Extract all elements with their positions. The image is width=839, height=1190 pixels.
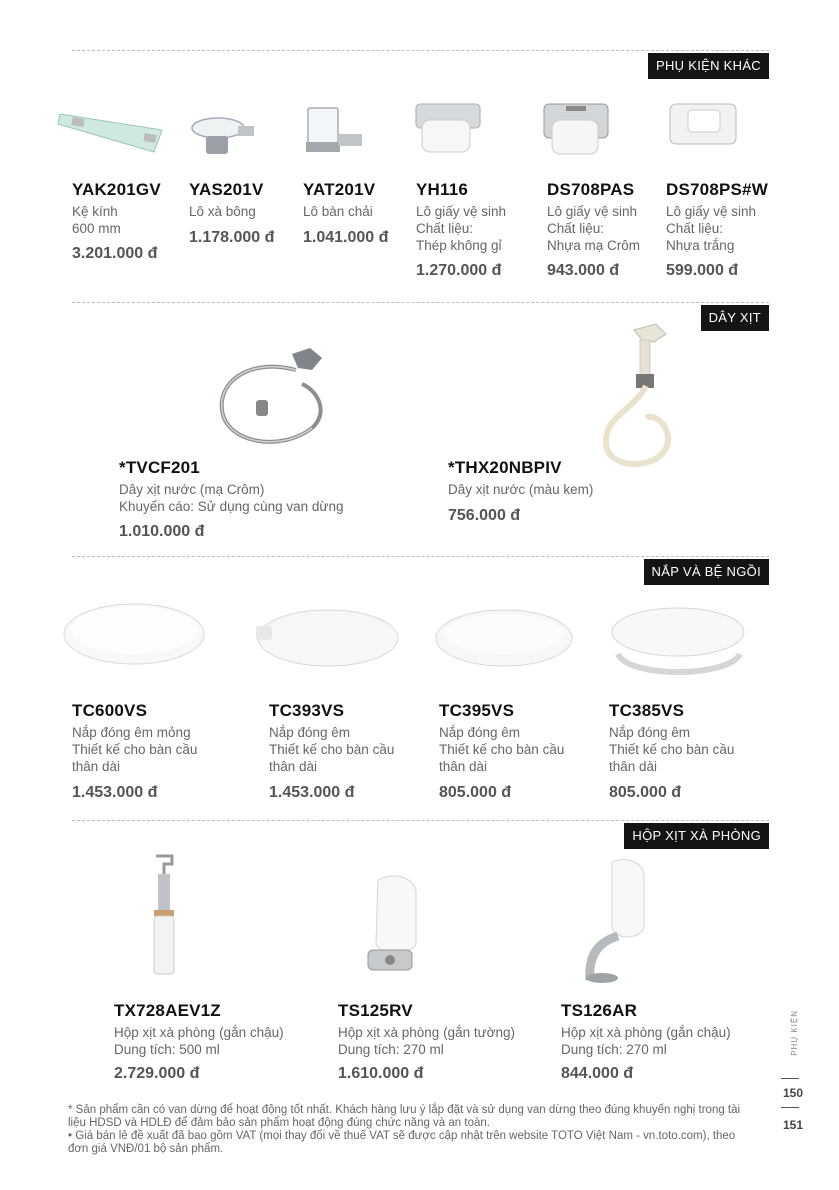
product-code: YAK201GV [72, 180, 161, 199]
paper-holder-yh116-image [412, 100, 484, 156]
soap-dispenser-tx728aev1z-image [142, 852, 186, 980]
product-price: 1.453.000 đ [72, 784, 158, 801]
product-price: 943.000 đ [547, 262, 620, 279]
product-desc: Hộp xịt xà phòng (gắn tường) Dung tích: 270 ml [338, 1025, 515, 1057]
product-code: TC600VS [72, 701, 148, 720]
product-desc: Hộp xịt xà phòng (gắn chậu) Dung tích: 270 ml [561, 1025, 731, 1057]
product-desc: Kệ kính 600 mm [72, 204, 121, 236]
product-price: 1.010.000 đ [119, 523, 205, 540]
soap-dish-image [188, 110, 258, 160]
product-code: DS708PS#W [666, 180, 768, 199]
product-code: *THX20NBPIV [448, 458, 562, 477]
product-desc: Dây xịt nước (mạ Crôm) Khuyến cáo: Sử dụng cùng van dừng [119, 482, 344, 514]
product-price: 1.270.000 đ [416, 262, 502, 279]
section-tag-day-xit: DÂY XỊT [701, 305, 769, 331]
product-code: YAT201V [303, 180, 376, 199]
toilet-seat-tc385vs-image [608, 602, 748, 682]
product-code: YAS201V [189, 180, 264, 199]
page-rule [781, 1107, 799, 1108]
section-tag-hop-xit: HỘP XỊT XÀ PHÒNG [624, 823, 769, 849]
product-price: 1.178.000 đ [189, 229, 275, 246]
section-divider [72, 50, 769, 51]
product-price: 3.201.000 đ [72, 245, 158, 262]
paper-holder-ds708pas-image [540, 98, 612, 158]
footnotes [68, 1104, 748, 1156]
product-desc: Nắp đóng êm Thiết kế cho bàn cầu thân dài [439, 725, 565, 774]
product-desc: Lô bàn chải [303, 204, 373, 219]
soap-dispenser-ts125rv-image [362, 872, 424, 982]
product-price: 1.041.000 đ [303, 229, 389, 246]
toilet-seat-tc395vs-image [432, 604, 578, 670]
toilet-seat-tc600vs-image [60, 596, 206, 670]
product-code: TC395VS [439, 701, 515, 720]
soap-dispenser-ts126ar-image [578, 856, 650, 986]
footnote-vat: • Giá bán lẻ đề xuất đã bao gồm VAT (mọi thay đổi về thuế VAT sẽ được cập nhật trên website TOTO Việt Nam - vn.toto.com), theo đơn giá VNĐ/01 bộ sản phẩm. [68, 1130, 736, 1155]
page-rule [781, 1078, 799, 1079]
product-desc: Lô giấy vệ sinh Chất liệu: Nhựa mạ Crôm [547, 204, 641, 253]
product-price: 805.000 đ [609, 784, 682, 801]
cup-holder-image [302, 104, 368, 164]
section-divider [72, 556, 769, 557]
section-tag-phu-kien: PHỤ KIỆN KHÁC [648, 53, 769, 79]
footnote-asterisk: * Sản phẩm cần có van dừng để hoạt động tốt nhất. Khách hàng lưu ý lắp đặt và sử dụng van dừng theo đúng khuyến nghị trong tài liệu HDSD và HDLĐ để đảm bảo sản phẩm hoạt động đúng chức năng và an toàn. [68, 1104, 741, 1129]
product-code: TX728AEV1Z [114, 1001, 221, 1020]
product-desc: Nắp đóng êm Thiết kế cho bàn cầu thân dài [269, 725, 395, 774]
product-desc: Lô giấy vệ sinh Chất liệu: Nhựa trắng [666, 204, 757, 253]
product-desc: Dây xịt nước (màu kem) [448, 482, 594, 497]
product-code: TS125RV [338, 1001, 413, 1020]
toilet-seat-tc393vs-image [252, 604, 400, 670]
product-price: 805.000 đ [439, 784, 512, 801]
product-price: 2.729.000 đ [114, 1065, 200, 1082]
product-code: *TVCF201 [119, 458, 200, 477]
chrome-spray-hose-image [212, 340, 332, 458]
product-code: TS126AR [561, 1001, 638, 1020]
glass-shelf-image [56, 104, 168, 156]
product-price: 599.000 đ [666, 262, 739, 279]
page-number-left: 150 [782, 1086, 803, 1100]
product-code: YH116 [416, 180, 469, 199]
product-code: DS708PAS [547, 180, 635, 199]
product-desc: Nắp đóng êm Thiết kế cho bàn cầu thân dài [609, 725, 735, 774]
section-divider [72, 820, 769, 821]
page-number-right: 151 [782, 1118, 803, 1132]
section-divider [72, 302, 769, 303]
paper-holder-ds708psw-image [664, 100, 744, 154]
product-price: 756.000 đ [448, 507, 521, 524]
product-desc: Lô xà bông [189, 204, 256, 219]
product-code: TC393VS [269, 701, 345, 720]
section-tag-nap: NẮP VÀ BỆ NGỒI [644, 559, 769, 585]
product-price: 1.610.000 đ [338, 1065, 424, 1082]
product-desc: Hộp xịt xà phòng (gắn chậu) Dung tích: 500 ml [114, 1025, 284, 1057]
product-price: 1.453.000 đ [269, 784, 355, 801]
product-code: TC385VS [609, 701, 685, 720]
side-section-label: PHỤ KIỆN [790, 1010, 799, 1056]
product-price: 844.000 đ [561, 1065, 634, 1082]
product-desc: Lô giấy vệ sinh Chất liệu: Thép không gỉ [416, 204, 507, 253]
product-desc: Nắp đóng êm mỏng Thiết kế cho bàn cầu thân dài [72, 725, 198, 774]
cream-spray-hose-image [596, 320, 680, 480]
